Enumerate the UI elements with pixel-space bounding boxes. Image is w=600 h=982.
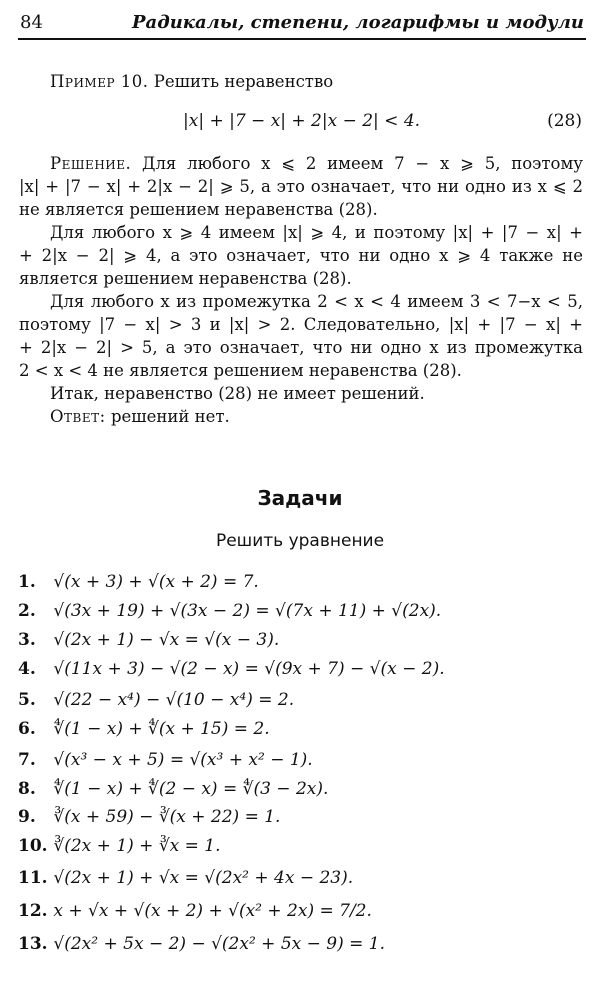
- problem-item: 13. √(2x² + 5x − 2) − √(2x² + 5x − 9) = 1.: [18, 934, 386, 954]
- page-number: 84: [20, 12, 43, 33]
- equation-number: (28): [547, 111, 582, 131]
- example-title: [50, 72, 333, 91]
- example-text: Решить неравенство: [153, 72, 334, 91]
- problem-item: 9. ∛(x + 59) − ∛(x + 22) = 1.: [18, 807, 281, 827]
- problem-item: 2. √(3x + 19) + √(3x − 2) = √(7x + 11) + √(2x).: [18, 601, 442, 621]
- solution-line-2: |x| + |7 − x| + 2|x − 2| ⩾ 5, а это означает, что ни одно из x ⩽ 2: [19, 177, 583, 196]
- problem-item: 5. √(22 − x⁴) − √(10 − x⁴) = 2.: [18, 690, 295, 710]
- answer-text: решений нет.: [110, 407, 230, 426]
- solution-line-3: не является решением неравенства (28).: [19, 200, 378, 219]
- solution-line-4: Для любого x ⩾ 4 имеем |x| ⩾ 4, и поэтому |x| + |7 − x| +: [50, 223, 583, 242]
- section-subheading: Решить уравнение: [215, 531, 385, 551]
- solution-label: Решение.: [50, 154, 132, 173]
- answer-line: [50, 407, 230, 426]
- problem-item: 1. √(x + 3) + √(x + 2) = 7.: [18, 572, 259, 592]
- problem-item: 7. √(x³ − x + 5) = √(x³ + x² − 1).: [18, 750, 313, 770]
- problem-item: 12. x + √x + √(x + 2) + √(x² + 2x) = 7/2.: [18, 901, 372, 921]
- problem-item: 8. ∜(1 − x) + ∜(2 − x) = ∜(3 − 2x).: [18, 779, 329, 799]
- solution-line-1: Решение. Для любого x ⩽ 2 имеем 7 − x ⩾ 5, поэтому: [50, 154, 583, 173]
- solution-line-7: Для любого x из промежутка 2 < x < 4 имеем 3 < 7−x < 5,: [50, 292, 583, 311]
- problem-item: 3. √(2x + 1) − √x = √(x − 3).: [18, 630, 280, 650]
- section-heading: Задачи: [257, 486, 343, 510]
- problem-item: 4. √(11x + 3) − √(2 − x) = √(9x + 7) − √(x − 2).: [18, 659, 445, 679]
- solution-line-6: является решением неравенства (28).: [19, 269, 352, 288]
- solution-line-9: + 2|x − 2| > 5, а это означает, что ни одно x из промежутка: [19, 338, 583, 357]
- solution-line-11: Итак, неравенство (28) не имеет решений.: [50, 384, 425, 403]
- example-label: Пример 10.: [50, 72, 149, 91]
- problem-item: 6. ∜(1 − x) + ∜(x + 15) = 2.: [18, 719, 270, 739]
- running-title: Радикалы, степени, логарифмы и модули: [132, 12, 584, 33]
- solution-line-5: + 2|x − 2| ⩾ 4, а это означает, что ни одно x ⩾ 4 также не: [19, 246, 583, 265]
- problem-item: 10. ∛(2x + 1) + ∛x = 1.: [18, 836, 221, 856]
- solution-line-8: поэтому |7 − x| > 3 и |x| > 2. Следовательно, |x| + |7 − x| +: [19, 315, 583, 334]
- inequality: |x| + |7 − x| + 2|x − 2| < 4.: [183, 111, 421, 131]
- solution-line-10: 2 < x < 4 не является решением неравенства (28).: [19, 361, 462, 380]
- problem-item: 11. √(2x + 1) + √x = √(2x² + 4x − 23).: [18, 868, 354, 888]
- answer-label: Ответ:: [50, 407, 106, 426]
- page-header: [18, 10, 586, 40]
